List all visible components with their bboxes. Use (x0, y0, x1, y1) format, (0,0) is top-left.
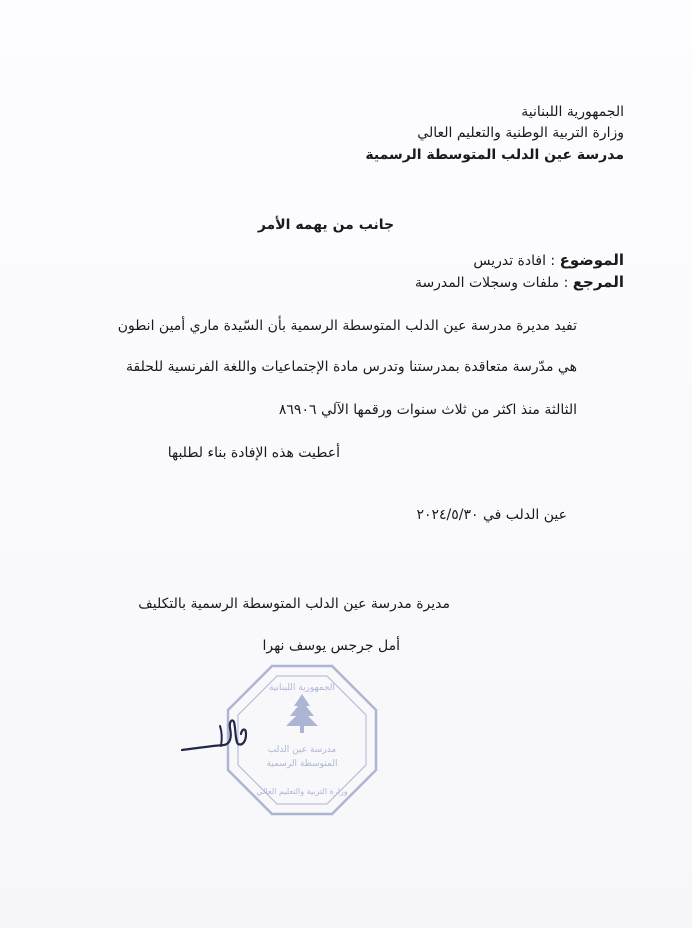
cedar-icon (286, 694, 318, 733)
signatory-name: أمل جرجس يوسف نهرا (262, 638, 400, 654)
stamp-inner-line-1: مدرسة عين الدلب (267, 745, 337, 755)
subject-label: الموضوع (559, 251, 624, 269)
body-line-3: الثالثة منذ اكثر من ثلاث سنوات ورقمها الآلي ٨٦٩٠٦ (278, 402, 577, 418)
closing-line: أعطيت هذه الإفادة بناء لطلبها (167, 445, 340, 461)
addressee: جانب من يهمه الأمر (257, 217, 395, 233)
subject-value: : افادة تدريس (473, 253, 556, 269)
signatory-title: مديرة مدرسة عين الدلب المتوسطة الرسمية بالتكليف (138, 596, 450, 612)
stamp-outer-text: الجمهورية اللبنانية (268, 683, 336, 693)
header-ministry: وزارة التربية الوطنية والتعليم العالي (417, 125, 624, 141)
signature-mark (180, 712, 250, 760)
stamp-bottom-text: وزارة التربية والتعليم العالي (256, 787, 348, 796)
body-line-2: هي مدّرسة متعاقدة بمدرستنا وتدرس مادة الإجتماعيات واللغة الفرنسية للحلقة (126, 359, 577, 375)
header-republic: الجمهورية اللبنانية (521, 104, 624, 120)
body-line-1: تفيد مديرة مدرسة عين الدلب المتوسطة الرسمية بأن السّيدة ماري أمين انطون (117, 318, 577, 334)
header-school: مدرسة عين الدلب المتوسطة الرسمية (365, 147, 624, 163)
reference-value: : ملفات وسجلات المدرسة (414, 275, 569, 291)
date-line: عين الدلب في ٢٠٢٤/٥/٣٠ (416, 507, 567, 523)
reference-line (415, 273, 624, 292)
subject-line (473, 251, 624, 270)
reference-label: المرجع (572, 273, 624, 291)
stamp-inner-line-2: المتوسطة الرسمية (266, 759, 338, 769)
